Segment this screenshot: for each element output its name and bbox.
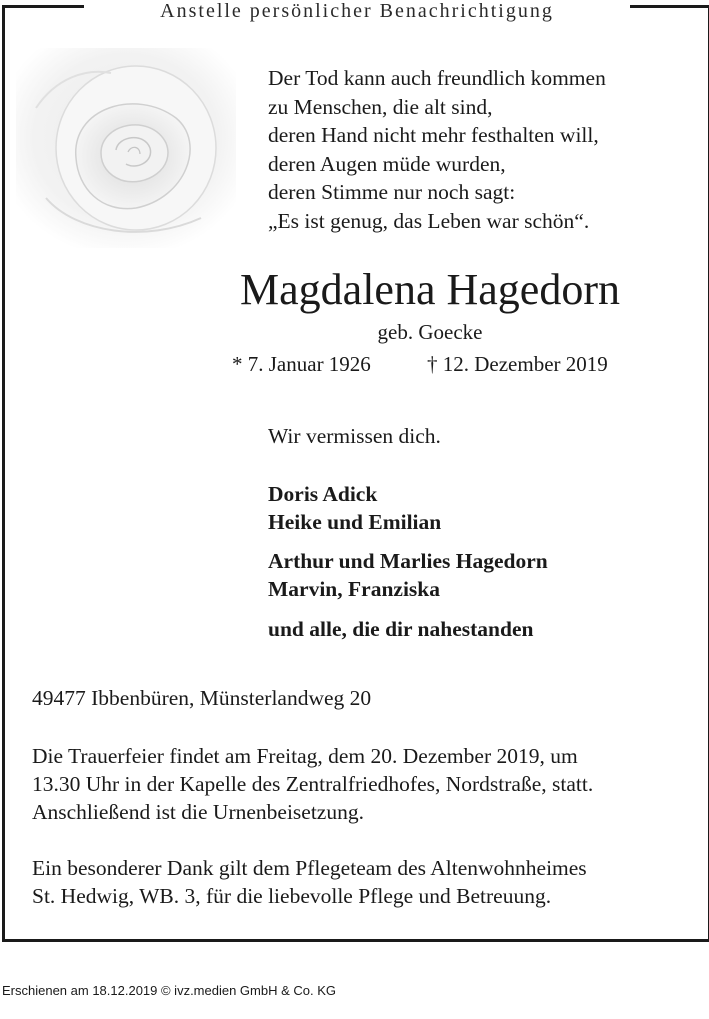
death-date: † 12. Dezember 2019	[427, 352, 608, 376]
poem-line: deren Hand nicht mehr festhalten will,	[268, 123, 599, 147]
mourner-name: und alle, die dir nahestanden	[268, 617, 534, 641]
farewell-message: Wir vermissen dich.	[268, 424, 441, 448]
mourner-name: Heike und Emilian	[268, 510, 442, 534]
mourner-name: Doris Adick	[268, 482, 378, 506]
poem-line: „Es ist genug, das Leben war schön“.	[268, 208, 590, 233]
poem-line: zu Menschen, die alt sind,	[268, 94, 493, 119]
deceased-name: Magdalena Hagedorn	[240, 265, 620, 314]
notice-header: Anstelle persönlicher Benachrichtigung	[160, 0, 554, 22]
funeral-line: 13.30 Uhr in der Kapelle des Zentralfriedhofes, Nordstraße, statt.	[32, 772, 594, 796]
thanks-line: St. Hedwig, WB. 3, für die liebevolle Pflege und Betreuung.	[32, 884, 552, 908]
rose-image	[16, 48, 236, 248]
thanks-note	[32, 854, 682, 910]
publication-footer: Erschienen am 18.12.2019 © ivz.medien GmbH & Co. KG	[2, 983, 337, 998]
thanks-line: Ein besonderer Dank gilt dem Pflegeteam des Altenwohnheimes	[32, 856, 587, 880]
birth-date: * 7. Januar 1926	[232, 352, 371, 376]
maiden-name: geb. Goecke	[377, 320, 483, 344]
mourner-name: Marvin, Franziska	[268, 577, 440, 601]
funeral-info	[32, 742, 682, 826]
mourner-group-2	[268, 547, 548, 603]
mourner-group-1	[268, 480, 441, 536]
poem	[268, 64, 688, 235]
poem-line: deren Augen müde wurden,	[268, 151, 506, 176]
poem-line: Der Tod kann auch freundlich kommen	[268, 66, 606, 90]
frame-top-right-line	[630, 5, 708, 8]
funeral-line: Anschließend ist die Urnenbeisetzung.	[32, 800, 364, 824]
funeral-line: Die Trauerfeier findet am Freitag, dem 20. Dezember 2019, um	[32, 744, 578, 768]
address: 49477 Ibbenbüren, Münsterlandweg 20	[32, 686, 372, 710]
mourner-name: Arthur und Marlies Hagedorn	[268, 549, 548, 573]
frame-top-left-line	[2, 5, 84, 8]
mourner-group-3	[268, 615, 533, 643]
poem-line: deren Stimme nur noch sagt:	[268, 180, 516, 204]
